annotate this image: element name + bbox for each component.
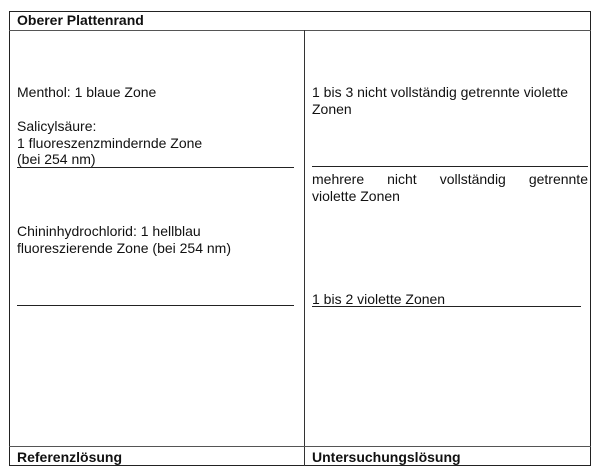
- reference-zone-line-2: [17, 305, 294, 306]
- reference-zone-chinin-line1: Chininhydrochlorid: 1 hellblau: [17, 223, 201, 239]
- word: nicht: [387, 171, 417, 187]
- header-divider: [9, 30, 591, 31]
- test-zone-2-line2: violette Zonen: [312, 188, 400, 204]
- word: vollständig: [439, 171, 506, 187]
- reference-zone-menthol: Menthol: 1 blaue Zone: [17, 84, 157, 100]
- reference-zone-chinin-line2: fluoreszierende Zone (bei 254 nm): [17, 240, 232, 256]
- header-title: Oberer Plattenrand: [17, 12, 144, 28]
- word: mehrere: [312, 171, 365, 187]
- reference-zone-line-1: [17, 167, 294, 168]
- reference-zone-salicyl-line1: Salicylsäure:: [17, 118, 97, 134]
- reference-label: Referenzlösung: [17, 449, 123, 465]
- test-label: Untersuchungslösung: [312, 449, 461, 465]
- test-zone-1-line2: Zonen: [312, 101, 352, 117]
- reference-zone-salicyl-line2: 1 fluoreszenzmindernde Zone: [17, 135, 203, 151]
- test-zone-line-2: [312, 306, 581, 307]
- test-zone-1-line1: 1 bis 3 nicht vollständig getrennte violette: [312, 84, 569, 100]
- footer-divider: [9, 446, 591, 447]
- word: getrennte: [528, 171, 588, 187]
- reference-zone-salicyl-line3: (bei 254 nm): [17, 151, 96, 167]
- test-zone-2-line1: [312, 171, 588, 188]
- test-zone-line-1: [312, 166, 588, 167]
- test-zone-3: 1 bis 2 violette Zonen: [312, 291, 446, 307]
- column-divider: [304, 30, 305, 466]
